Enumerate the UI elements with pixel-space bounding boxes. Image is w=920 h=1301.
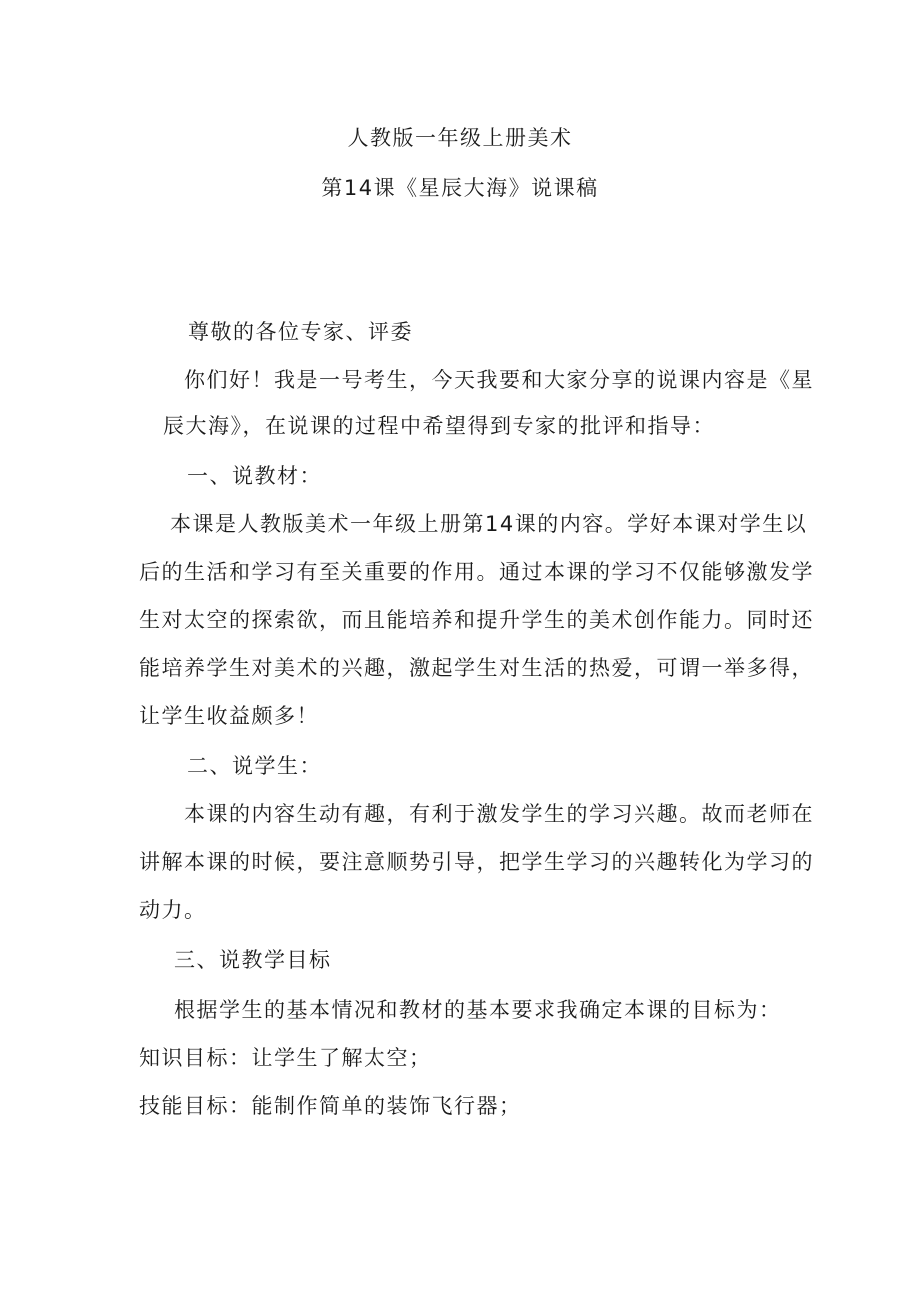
greeting-line: 尊敬的各位专家、评委 xyxy=(188,320,413,344)
paragraph-line: 让学生收益颇多！ xyxy=(139,704,319,728)
paragraph-line: 讲解本课的时候，要注意顺势引导，把学生学习的兴趣转化为学习的 xyxy=(139,850,814,874)
paragraph-line: 根据学生的基本情况和教材的基本要求我确定本课的目标为： xyxy=(174,998,782,1022)
paragraph-line: 动力。 xyxy=(139,898,207,922)
paragraph-line: 本课的内容生动有趣，有利于激发学生的学习兴趣。故而老师在 xyxy=(184,802,814,826)
document-title: 人教版一年级上册美术 xyxy=(347,126,573,150)
section-heading: 二、说学生： xyxy=(187,754,322,778)
paragraph-line: 你们好！我是一号考生，今天我要和大家分享的说课内容是《星 xyxy=(184,368,814,392)
paragraph-line: 后的生活和学习有至关重要的作用。通过本课的学习不仅能够激发学 xyxy=(139,560,814,584)
section-heading: 一、说教材： xyxy=(187,464,322,488)
paragraph-line: 生对太空的探索欲，而且能培养和提升学生的美术创作能力。同时还 xyxy=(139,608,814,632)
paragraph-line: 本课是人教版美术一年级上册第14课的内容。学好本课对学生以 xyxy=(170,512,808,536)
goal-line: 技能目标：能制作简单的装饰飞行器； xyxy=(139,1094,522,1118)
goal-line: 知识目标：让学生了解太空； xyxy=(139,1046,432,1070)
document-subtitle: 第14课《星辰大海》说课稿 xyxy=(321,176,599,200)
section-heading: 三、说教学目标 xyxy=(174,948,332,972)
paragraph-line: 能培养学生对美术的兴趣，激起学生对生活的热爱，可谓一举多得， xyxy=(139,656,814,680)
paragraph-line: 辰大海》，在说课的过程中希望得到专家的批评和指导： xyxy=(163,414,715,438)
